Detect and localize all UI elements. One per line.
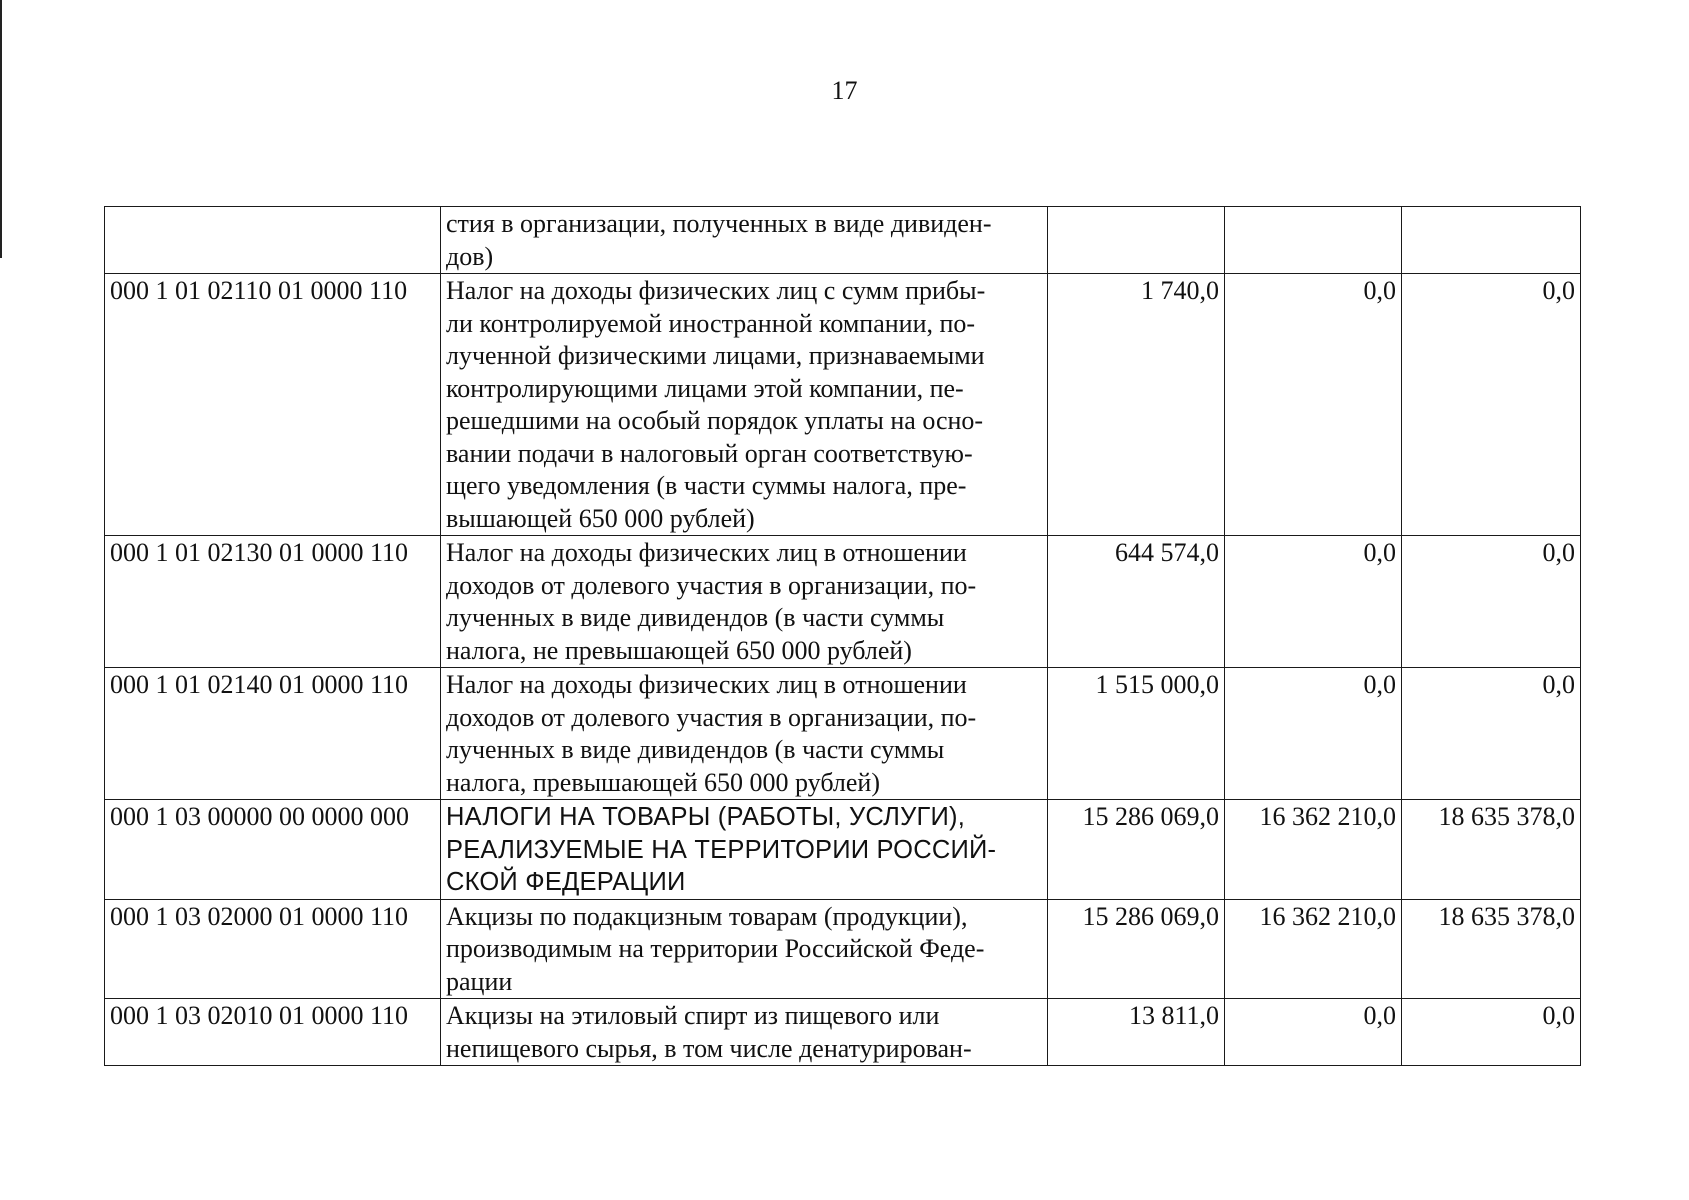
description-line: доходов от долевого участия в организации, по- (446, 570, 977, 600)
table-row (105, 274, 1581, 536)
description-line: лученных в виде дивидендов (в части суммы (446, 735, 945, 764)
description-line: вании подачи в налоговый орган соответствую- (446, 438, 973, 468)
value-col-3: 0,0 (1402, 668, 1581, 800)
value-col-2: 16 362 210,0 (1225, 800, 1402, 900)
description-line: рации (446, 966, 513, 996)
page-number: 17 (831, 76, 858, 105)
description-line: РЕАЛИЗУЕМЫЕ НА ТЕРРИТОРИИ РОССИЙ- (446, 835, 997, 864)
row-code: 000 1 03 02000 01 0000 110 (105, 899, 441, 999)
row-code: 000 1 01 02140 01 0000 110 (105, 668, 441, 800)
description-line: стия в организации, полученных в виде дивиден- (446, 209, 992, 238)
value-col-3: 18 635 378,0 (1402, 899, 1581, 999)
row-code: 000 1 03 02010 01 0000 110 (105, 999, 441, 1066)
description-line: непищевого сырья, в том числе денатурирован- (446, 1033, 972, 1063)
description-line: ли контролируемой иностранной компании, по- (446, 308, 976, 338)
value-col-3 (1402, 207, 1581, 274)
value-col-2: 0,0 (1225, 274, 1402, 536)
table-row (105, 207, 1581, 274)
value-col-2: 0,0 (1225, 668, 1402, 800)
value-col-1: 15 286 069,0 (1048, 899, 1225, 999)
description-line: НАЛОГИ НА ТОВАРЫ (РАБОТЫ, УСЛУГИ), (446, 803, 966, 831)
value-col-1: 1 740,0 (1048, 274, 1225, 536)
value-col-3: 0,0 (1402, 536, 1581, 668)
value-col-2: 0,0 (1225, 536, 1402, 668)
description-line: производимым на территории Российской Феде- (446, 934, 985, 963)
row-description (441, 274, 1048, 536)
value-col-2 (1225, 207, 1402, 274)
table-row (105, 536, 1581, 668)
row-description (441, 899, 1048, 999)
description-line: контролирующими лицами этой компании, пе- (446, 373, 964, 403)
row-description (441, 800, 1048, 900)
description-line: СКОЙ ФЕДЕРАЦИИ (446, 868, 686, 896)
description-line: щего уведомления (в части суммы налога, пре- (446, 471, 967, 500)
revenue-table (104, 206, 1581, 1066)
row-code: 000 1 01 02110 01 0000 110 (105, 274, 441, 536)
table-row (105, 668, 1581, 800)
description-line: налога, не превышающей 650 000 рублей) (446, 635, 912, 665)
value-col-2: 16 362 210,0 (1225, 899, 1402, 999)
value-col-1: 15 286 069,0 (1048, 800, 1225, 900)
value-col-3: 18 635 378,0 (1402, 800, 1581, 900)
value-col-1: 13 811,0 (1048, 999, 1225, 1066)
description-line: доходов от долевого участия в организации, по- (446, 702, 977, 732)
description-line: Акцизы по подакцизным товарам (продукции), (446, 901, 968, 931)
value-col-3: 0,0 (1402, 274, 1581, 536)
value-col-1 (1048, 207, 1225, 274)
description-line: вышающей 650 000 рублей) (446, 503, 755, 533)
table-row (105, 999, 1581, 1066)
description-line: Налог на доходы физических лиц в отношении (446, 538, 967, 567)
row-description (441, 536, 1048, 668)
row-description (441, 668, 1048, 800)
description-line: лученной физическими лицами, признаваемыми (446, 341, 985, 370)
description-line: Акцизы на этиловый спирт из пищевого или (446, 1001, 940, 1030)
row-description (441, 207, 1048, 274)
value-col-1: 644 574,0 (1048, 536, 1225, 668)
table-row (105, 899, 1581, 999)
scan-edge-line (0, 0, 2, 258)
row-code: 000 1 01 02130 01 0000 110 (105, 536, 441, 668)
description-line: Налог на доходы физических лиц с сумм прибы- (446, 276, 986, 305)
description-line: лученных в виде дивидендов (в части суммы (446, 603, 945, 632)
value-col-3: 0,0 (1402, 999, 1581, 1066)
row-description (441, 999, 1048, 1066)
value-col-2: 0,0 (1225, 999, 1402, 1066)
description-line: налога, превышающей 650 000 рублей) (446, 767, 881, 797)
table-row (105, 800, 1581, 900)
description-line: решедшими на особый порядок уплаты на осно- (446, 406, 984, 435)
description-line: дов) (446, 241, 494, 271)
row-code (105, 207, 441, 274)
description-line: Налог на доходы физических лиц в отношении (446, 670, 967, 699)
row-code: 000 1 03 00000 00 0000 000 (105, 800, 441, 900)
value-col-1: 1 515 000,0 (1048, 668, 1225, 800)
